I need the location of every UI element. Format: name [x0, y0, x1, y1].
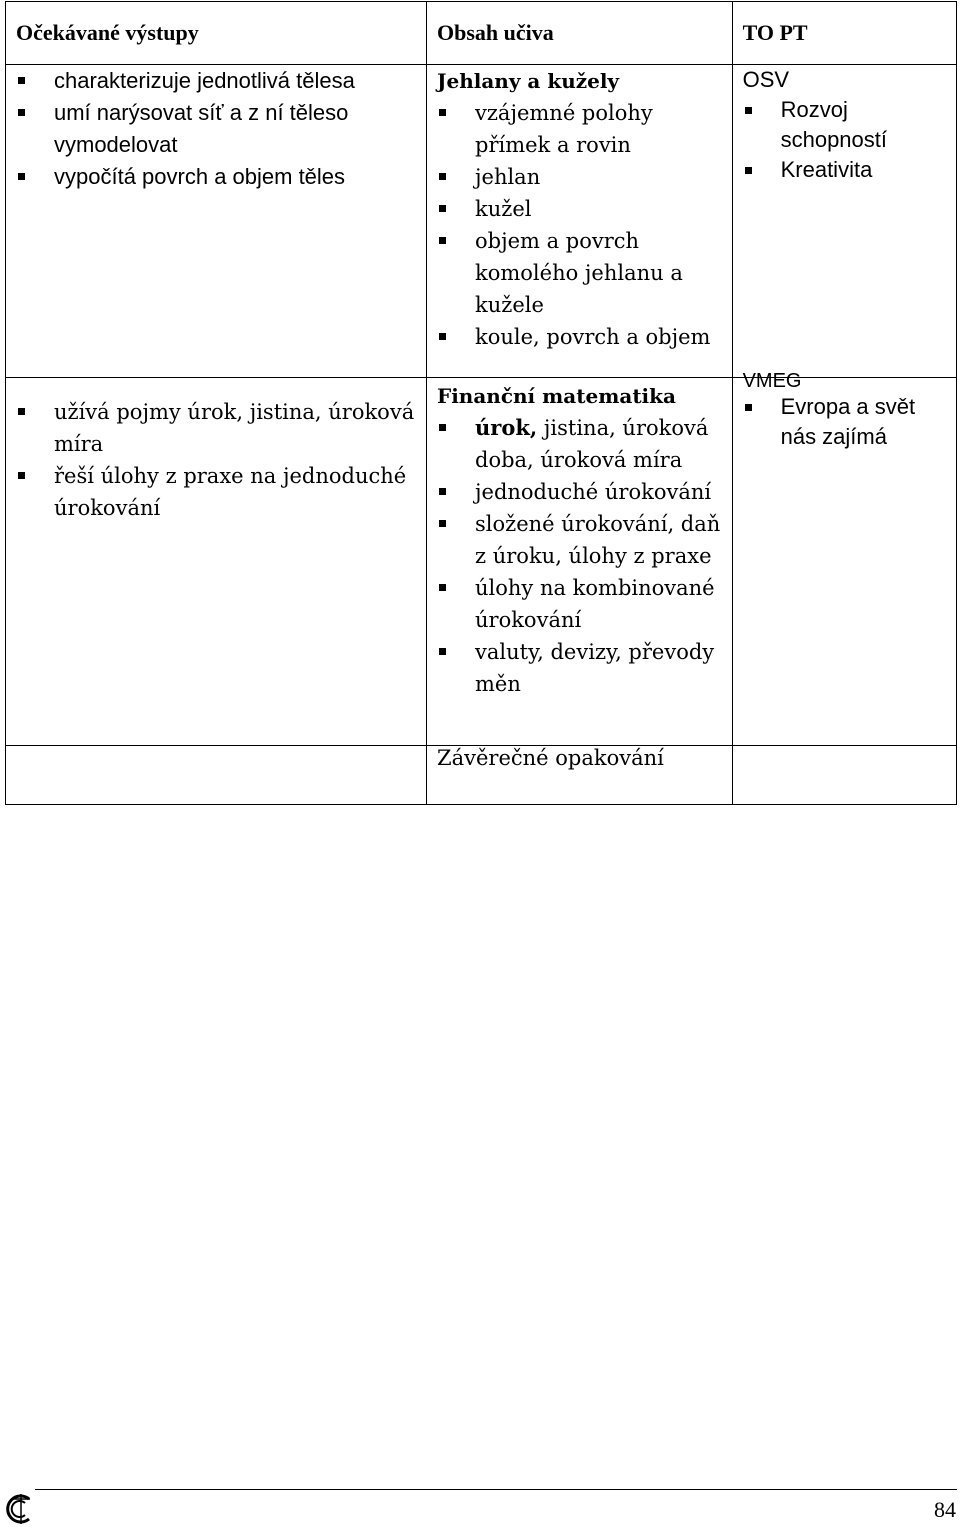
- list-item: úlohy na kombinované úrokování: [437, 572, 722, 636]
- theme-code: OSV: [742, 67, 790, 92]
- outcomes-list: [16, 65, 416, 193]
- list-item: složené úrokování, daň z úroku, úlohy z praxe: [437, 508, 722, 572]
- list-item: valuty, devizy, převody měn: [437, 636, 722, 700]
- theme-list: [743, 392, 946, 452]
- outcomes-cell: [6, 378, 427, 746]
- content-cell: [427, 65, 733, 378]
- bold-term: úrok,: [475, 415, 538, 440]
- theme-code: VMEG: [742, 370, 802, 392]
- list-item: objem a povrch komolého jehlanu a kužele: [437, 225, 722, 321]
- table-row: [6, 378, 957, 746]
- list-item: koule, povrch a objem: [437, 321, 722, 353]
- outcomes-list: [16, 396, 416, 524]
- header-row: [6, 2, 957, 65]
- footer-divider: [35, 1489, 957, 1490]
- list-item: [437, 412, 722, 476]
- list-item: užívá pojmy úrok, jistina, úroková míra: [16, 396, 416, 460]
- header-content: Obsah učiva: [427, 2, 733, 65]
- section-title: Jehlany a kužely: [437, 69, 620, 93]
- outcomes-cell: [6, 65, 427, 378]
- curriculum-table: [5, 1, 957, 805]
- themes-cell-empty: [732, 746, 956, 805]
- list-item: kužel: [437, 193, 722, 225]
- themes-cell: [732, 370, 956, 746]
- content-list: [437, 412, 722, 700]
- list-item: Evropa a svět nás zajímá: [743, 392, 946, 452]
- list-item: vypočítá povrch a objem těles: [16, 161, 416, 193]
- content-cell: [427, 378, 733, 746]
- list-item: jednoduché úrokování: [437, 476, 722, 508]
- list-item: řeší úlohy z praxe na jednoduché úrokování: [16, 460, 416, 524]
- page-number: 84: [934, 1497, 956, 1522]
- list-item: vzájemné polohy přímek a rovin: [437, 97, 722, 161]
- list-item: umí narýsovat síť a z ní těleso vymodelovat: [16, 97, 416, 161]
- themes-cell: [732, 65, 956, 378]
- table-row: [6, 746, 957, 805]
- item-rest: jistina, úroková doba, úroková míra: [475, 416, 709, 472]
- table-row: [6, 65, 957, 378]
- list-item: Rozvoj schopností: [743, 95, 946, 155]
- outcomes-cell-empty: [6, 746, 427, 805]
- section-title: Finanční matematika: [437, 384, 676, 408]
- list-item: charakterizuje jednotlivá tělesa: [16, 65, 416, 97]
- final-content-cell: Závěrečné opakování: [427, 746, 733, 805]
- theme-list: [743, 95, 946, 185]
- school-logo-icon: [3, 1491, 39, 1527]
- list-item: Kreativita: [743, 155, 946, 185]
- header-outcomes: Očekávané výstupy: [6, 2, 427, 65]
- content-list: [437, 97, 722, 353]
- list-item: jehlan: [437, 161, 722, 193]
- header-themes: TO PT: [732, 2, 956, 65]
